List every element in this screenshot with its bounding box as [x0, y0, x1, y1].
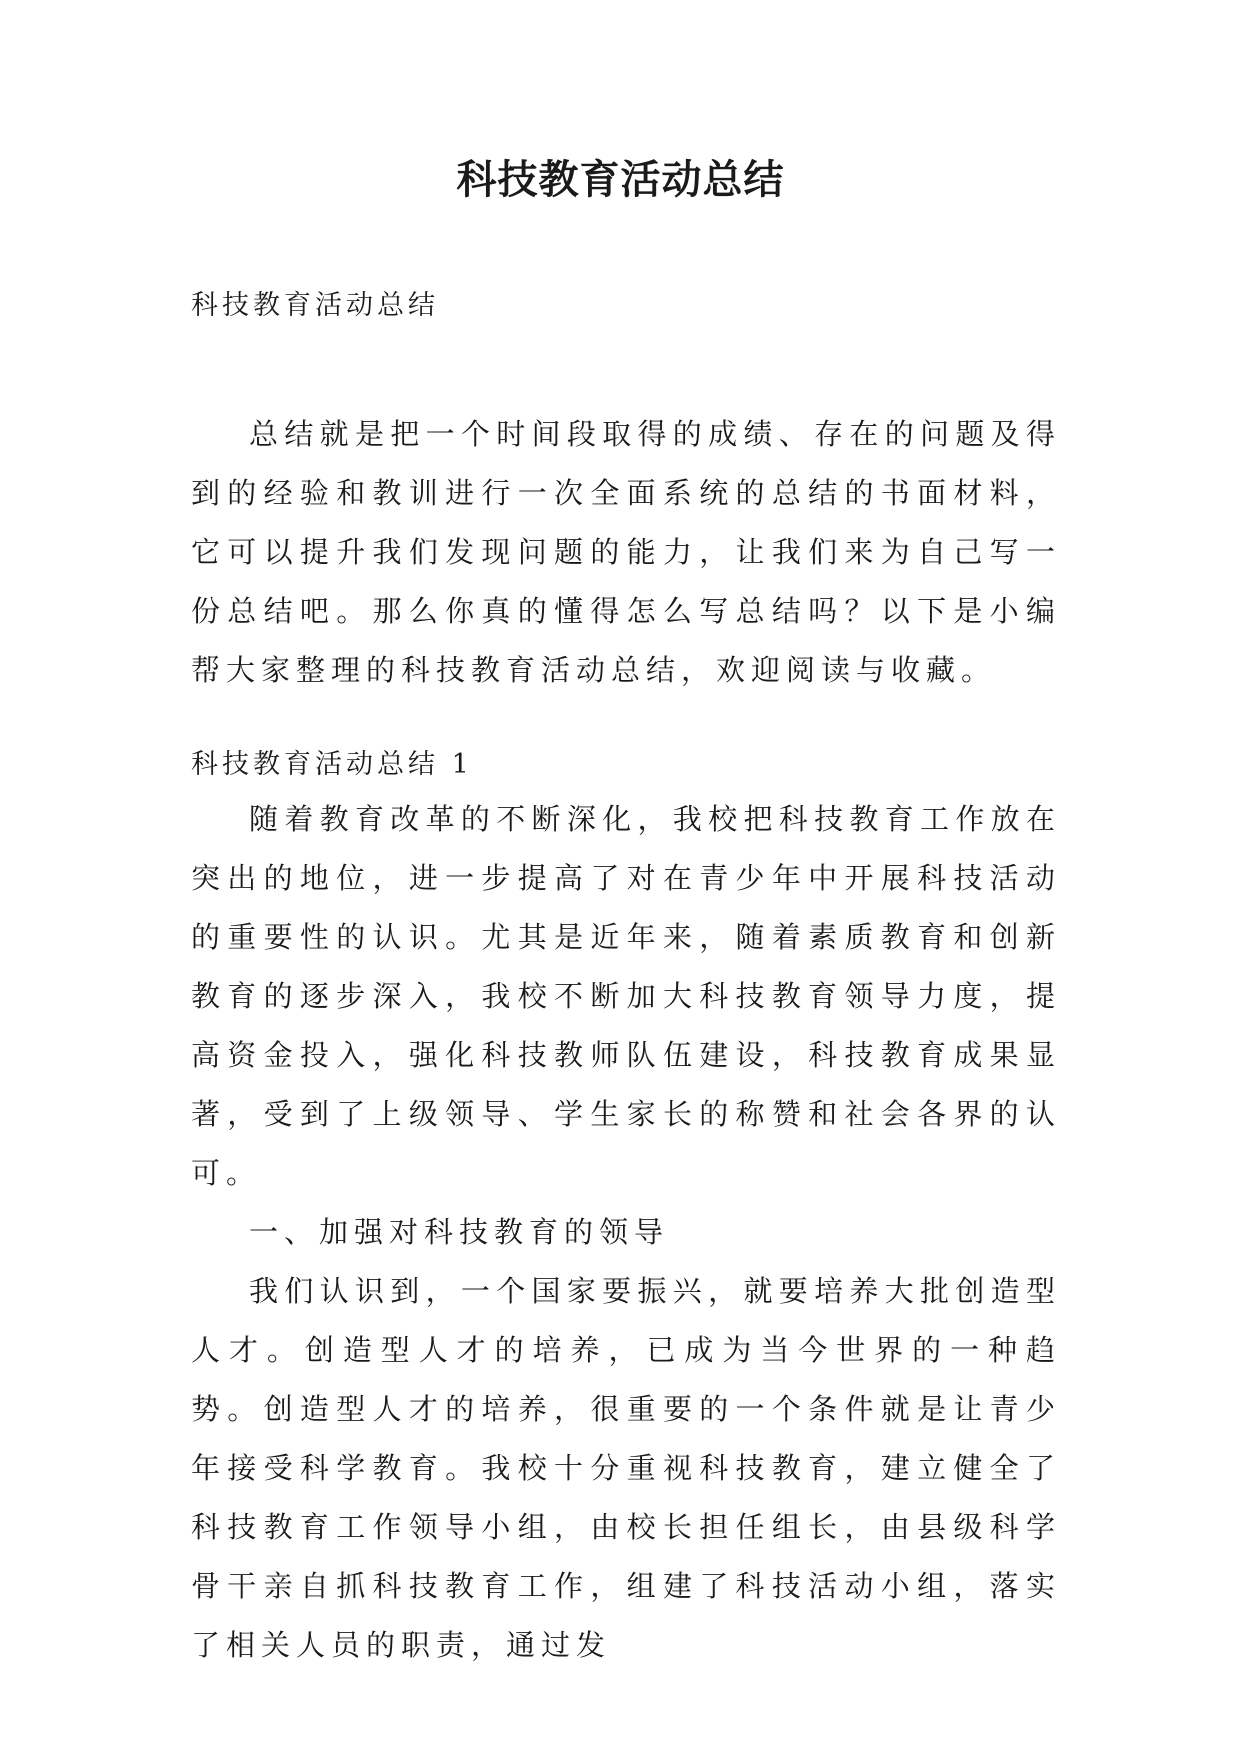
body-section	[191, 790, 1061, 1675]
body-paragraph: 我们认识到，一个国家要振兴，就要培养大批创造型人才。创造型人才的培养，已成为当今世界的一种趋势。创造型人才的培养，很重要的一个条件就是让青少年接受科学教育。我校十分重视科技教育，建立健全了科技教育工作领导小组，由校长担任组长，由县级科学骨干亲自抓科技教育工作，组建了科技活动小组，落实了相关人员的职责，通过发	[191, 1274, 1061, 1662]
body-paragraph: 随着教育改革的不断深化，我校把科技教育工作放在突出的地位，进一步提高了对在青少年中开展科技活动的重要性的认识。尤其是近年来，随着素质教育和创新教育的逐步深入，我校不断加大科技教育领导力度，提高资金投入，强化科技教师队伍建设，科技教育成果显著，受到了上级领导、学生家长的称赞和社会各界的认可。	[191, 802, 1061, 1190]
document-title: 科技教育活动总结	[456, 156, 785, 203]
document-subtitle: 科技教育活动总结	[191, 290, 439, 321]
intro-paragraph: 总结就是把一个时间段取得的成绩、存在的问题及得到的经验和教训进行一次全面系统的总结的书面材料，它可以提升我们发现问题的能力，让我们来为自己写一份总结吧。那么你真的懂得怎么写总结吗？以下是小编帮大家整理的科技教育活动总结，欢迎阅读与收藏。	[191, 417, 1061, 687]
subheading-paragraph: 一、加强对科技教育的领导	[249, 1215, 670, 1249]
intro-section	[191, 405, 1061, 700]
section-heading: 科技教育活动总结 1	[191, 749, 473, 780]
